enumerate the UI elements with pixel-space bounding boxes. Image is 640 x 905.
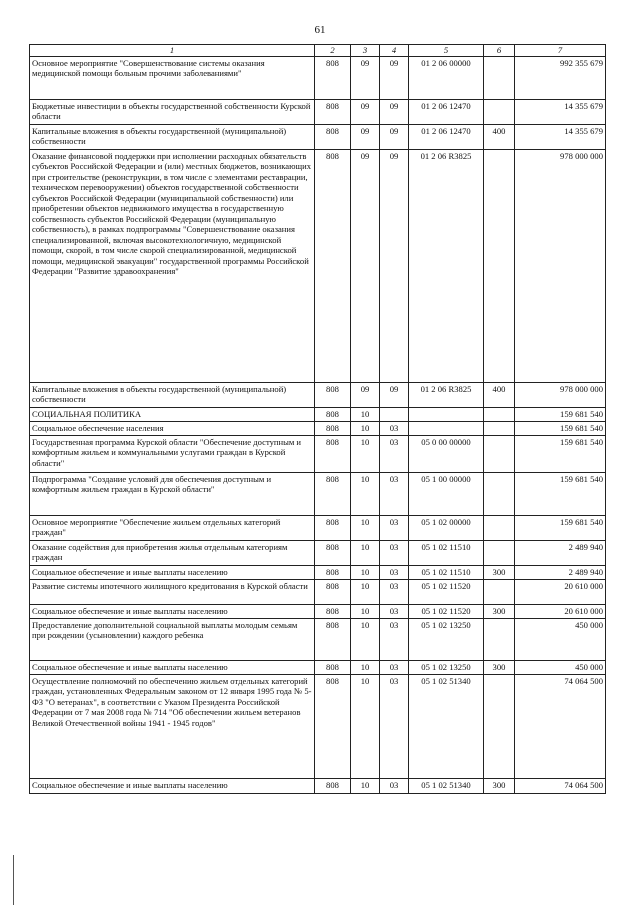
- row-expense-type-cell: [484, 57, 515, 100]
- row-name-cell: Оказание финансовой поддержки при исполнении расходных обязательств субъектов Российской Федерации и (или) местных бюджетов, возникающих при строительстве (реконструкции, в том числе с элементами реставрации, техническом перевооружении) объектов государственной собственности субъектов Российской Федерации (муниципальной собственности) или приобретении объектов недвижимого имущества в государственную собственность субъектов Российской Федерации (муниципальную собственность), в рамках подпрограммы "Совершенствование оказания специализированной, включая высокотехнологичную, медицинской помощи, скорой, в том числе скорой специализированной, медицинской помощи, медицинской эвакуации" государственной программы Российской Федерации "Развитие здравоохранения": [30, 150, 315, 383]
- page-number: 61: [314, 24, 326, 36]
- row-subsection-cell: 03: [380, 619, 409, 661]
- row-amount-cell: 159 681 540: [515, 516, 606, 541]
- row-amount-cell: 74 064 500: [515, 779, 606, 794]
- row-name-cell: Государственная программа Курской области "Обеспечение доступным и комфортным жильем и коммунальными услугами граждан в Курской области": [30, 436, 315, 473]
- row-target-article-cell: 01 2 06 R3825: [409, 150, 484, 383]
- row-section-cell: 10: [351, 436, 380, 473]
- row-amount-cell: 978 000 000: [515, 383, 606, 408]
- row-amount-cell: 159 681 540: [515, 436, 606, 473]
- row-expense-type-cell: [484, 150, 515, 383]
- row-target-article-cell: 01 2 06 12470: [409, 125, 484, 150]
- row-name-cell: Осуществление полномочий по обеспечению жильем отдельных категорий граждан, установленных Федеральным законом от 12 января 1995 года № 5-ФЗ "О ветеранах", в соответствии с Указом Президента Российской Федерации от 7 мая 2008 года № 714 "Об обеспечении жильем ветеранов Великой Отечественной войны 1941 - 1945 годов": [30, 675, 315, 779]
- row-subsection-cell: 09: [380, 125, 409, 150]
- row-name-cell: Социальное обеспечение и иные выплаты населению: [30, 779, 315, 794]
- row-expense-type-cell: [484, 473, 515, 516]
- row-grbs-cell: 808: [315, 605, 351, 619]
- row-section-cell: 09: [351, 150, 380, 383]
- row-name-cell: Оказание содействия для приобретения жилья отдельным категориям граждан: [30, 541, 315, 566]
- row-subsection-cell: 03: [380, 580, 409, 605]
- row-grbs-cell: 808: [315, 150, 351, 383]
- row-target-article-cell: 05 1 02 11510: [409, 541, 484, 566]
- row-amount-cell: 159 681 540: [515, 422, 606, 436]
- row-subsection-cell: 03: [380, 541, 409, 566]
- row-grbs-cell: 808: [315, 422, 351, 436]
- row-section-cell: 10: [351, 516, 380, 541]
- row-expense-type-cell: [484, 580, 515, 605]
- row-subsection-cell: 03: [380, 605, 409, 619]
- row-section-cell: 10: [351, 619, 380, 661]
- row-name-cell: Социальное обеспечение и иные выплаты населению: [30, 605, 315, 619]
- header-cell: 1: [30, 45, 315, 57]
- row-section-cell: 10: [351, 408, 380, 422]
- header-cell: 2: [315, 45, 351, 57]
- row-section-cell: 10: [351, 661, 380, 675]
- row-section-cell: 09: [351, 100, 380, 125]
- row-grbs-cell: 808: [315, 408, 351, 422]
- table-row: [30, 436, 606, 473]
- row-amount-cell: 2 489 940: [515, 541, 606, 566]
- row-section-cell: 10: [351, 675, 380, 779]
- table-row: [30, 100, 606, 125]
- row-subsection-cell: 03: [380, 661, 409, 675]
- row-subsection-cell: 03: [380, 779, 409, 794]
- row-subsection-cell: 09: [380, 150, 409, 383]
- row-expense-type-cell: [484, 675, 515, 779]
- row-section-cell: 10: [351, 605, 380, 619]
- header-cell: 6: [484, 45, 515, 57]
- row-grbs-cell: 808: [315, 661, 351, 675]
- row-expense-type-cell: 400: [484, 383, 515, 408]
- row-target-article-cell: 01 2 06 00000: [409, 57, 484, 100]
- row-amount-cell: 20 610 000: [515, 605, 606, 619]
- row-expense-type-cell: [484, 619, 515, 661]
- table-row: [30, 661, 606, 675]
- row-subsection-cell: 03: [380, 516, 409, 541]
- row-amount-cell: 159 681 540: [515, 473, 606, 516]
- row-expense-type-cell: [484, 408, 515, 422]
- row-amount-cell: 450 000: [515, 619, 606, 661]
- budget-table: [29, 44, 606, 794]
- row-name-cell: Социальное обеспечение и иные выплаты населению: [30, 566, 315, 580]
- row-section-cell: 09: [351, 383, 380, 408]
- row-amount-cell: 159 681 540: [515, 408, 606, 422]
- row-expense-type-cell: 400: [484, 125, 515, 150]
- row-name-cell: Основное мероприятие "Обеспечение жильем отдельных категорий граждан": [30, 516, 315, 541]
- row-name-cell: Развитие системы ипотечного жилищного кредитования в Курской области: [30, 580, 315, 605]
- row-target-article-cell: 05 1 02 51340: [409, 779, 484, 794]
- row-target-article-cell: 05 1 02 11520: [409, 605, 484, 619]
- table-row: [30, 566, 606, 580]
- row-name-cell: Капитальные вложения в объекты государственной (муниципальной) собственности: [30, 383, 315, 408]
- row-grbs-cell: 808: [315, 779, 351, 794]
- row-amount-cell: 978 000 000: [515, 150, 606, 383]
- row-section-cell: 10: [351, 566, 380, 580]
- header-cell: 3: [351, 45, 380, 57]
- row-grbs-cell: 808: [315, 436, 351, 473]
- row-expense-type-cell: [484, 516, 515, 541]
- row-subsection-cell: 09: [380, 100, 409, 125]
- row-subsection-cell: 09: [380, 57, 409, 100]
- table-row: [30, 605, 606, 619]
- header-cell: 5: [409, 45, 484, 57]
- table-row: [30, 779, 606, 794]
- row-name-cell: Капитальные вложения в объекты государственной (муниципальной) собственности: [30, 125, 315, 150]
- row-expense-type-cell: 300: [484, 605, 515, 619]
- row-section-cell: 09: [351, 125, 380, 150]
- row-expense-type-cell: 300: [484, 779, 515, 794]
- row-grbs-cell: 808: [315, 580, 351, 605]
- row-expense-type-cell: 300: [484, 566, 515, 580]
- row-expense-type-cell: [484, 100, 515, 125]
- row-grbs-cell: 808: [315, 675, 351, 779]
- row-amount-cell: 20 610 000: [515, 580, 606, 605]
- row-grbs-cell: 808: [315, 516, 351, 541]
- row-grbs-cell: 808: [315, 473, 351, 516]
- row-amount-cell: 74 064 500: [515, 675, 606, 779]
- row-subsection-cell: 03: [380, 473, 409, 516]
- table-row: [30, 422, 606, 436]
- row-target-article-cell: 05 1 02 11510: [409, 566, 484, 580]
- row-subsection-cell: 03: [380, 436, 409, 473]
- row-section-cell: 10: [351, 422, 380, 436]
- table-row: [30, 150, 606, 383]
- row-subsection-cell: 03: [380, 675, 409, 779]
- row-name-cell: СОЦИАЛЬНАЯ ПОЛИТИКА: [30, 408, 315, 422]
- header-cell: 7: [515, 45, 606, 57]
- table-row: [30, 125, 606, 150]
- row-grbs-cell: 808: [315, 383, 351, 408]
- row-expense-type-cell: 300: [484, 661, 515, 675]
- row-section-cell: 10: [351, 473, 380, 516]
- row-amount-cell: 992 355 679: [515, 57, 606, 100]
- row-section-cell: 10: [351, 541, 380, 566]
- table-row: [30, 675, 606, 779]
- header-cell: 4: [380, 45, 409, 57]
- row-subsection-cell: 03: [380, 422, 409, 436]
- table-row: [30, 383, 606, 408]
- row-name-cell: Социальное обеспечение населения: [30, 422, 315, 436]
- margin-rule: [13, 855, 14, 905]
- row-subsection-cell: 03: [380, 566, 409, 580]
- row-subsection-cell: [380, 408, 409, 422]
- row-section-cell: 10: [351, 779, 380, 794]
- row-target-article-cell: [409, 408, 484, 422]
- row-grbs-cell: 808: [315, 125, 351, 150]
- row-name-cell: Основное мероприятие "Совершенствование системы оказания медицинской помощи больным прочими заболеваниями": [30, 57, 315, 100]
- row-expense-type-cell: [484, 422, 515, 436]
- row-grbs-cell: 808: [315, 619, 351, 661]
- row-target-article-cell: 05 1 02 00000: [409, 516, 484, 541]
- row-name-cell: Бюджетные инвестиции в объекты государственной собственности Курской области: [30, 100, 315, 125]
- row-grbs-cell: 808: [315, 541, 351, 566]
- row-expense-type-cell: [484, 436, 515, 473]
- row-target-article-cell: 01 2 06 12470: [409, 100, 484, 125]
- row-target-article-cell: 05 1 02 13250: [409, 619, 484, 661]
- row-target-article-cell: 01 2 06 R3825: [409, 383, 484, 408]
- row-target-article-cell: [409, 422, 484, 436]
- row-grbs-cell: 808: [315, 566, 351, 580]
- row-expense-type-cell: [484, 541, 515, 566]
- row-grbs-cell: 808: [315, 100, 351, 125]
- row-amount-cell: 14 355 679: [515, 125, 606, 150]
- row-target-article-cell: 05 1 02 51340: [409, 675, 484, 779]
- row-grbs-cell: 808: [315, 57, 351, 100]
- row-target-article-cell: 05 1 02 13250: [409, 661, 484, 675]
- row-subsection-cell: 09: [380, 383, 409, 408]
- table-row: [30, 580, 606, 605]
- row-amount-cell: 14 355 679: [515, 100, 606, 125]
- row-target-article-cell: 05 1 02 11520: [409, 580, 484, 605]
- table-row: [30, 516, 606, 541]
- row-amount-cell: 2 489 940: [515, 566, 606, 580]
- row-name-cell: Предоставление дополнительной социальной выплаты молодым семьям при рождении (усыновлении) каждого ребенка: [30, 619, 315, 661]
- table-row: [30, 541, 606, 566]
- table-row: [30, 57, 606, 100]
- row-name-cell: Социальное обеспечение и иные выплаты населению: [30, 661, 315, 675]
- row-section-cell: 10: [351, 580, 380, 605]
- table-row: [30, 473, 606, 516]
- row-amount-cell: 450 000: [515, 661, 606, 675]
- row-target-article-cell: 05 1 00 00000: [409, 473, 484, 516]
- row-section-cell: 09: [351, 57, 380, 100]
- table-row: [30, 408, 606, 422]
- table-row: [30, 619, 606, 661]
- table-header-row: [30, 45, 606, 57]
- row-target-article-cell: 05 0 00 00000: [409, 436, 484, 473]
- row-name-cell: Подпрограмма "Создание условий для обеспечения доступным и комфортным жильем граждан в Курской области": [30, 473, 315, 516]
